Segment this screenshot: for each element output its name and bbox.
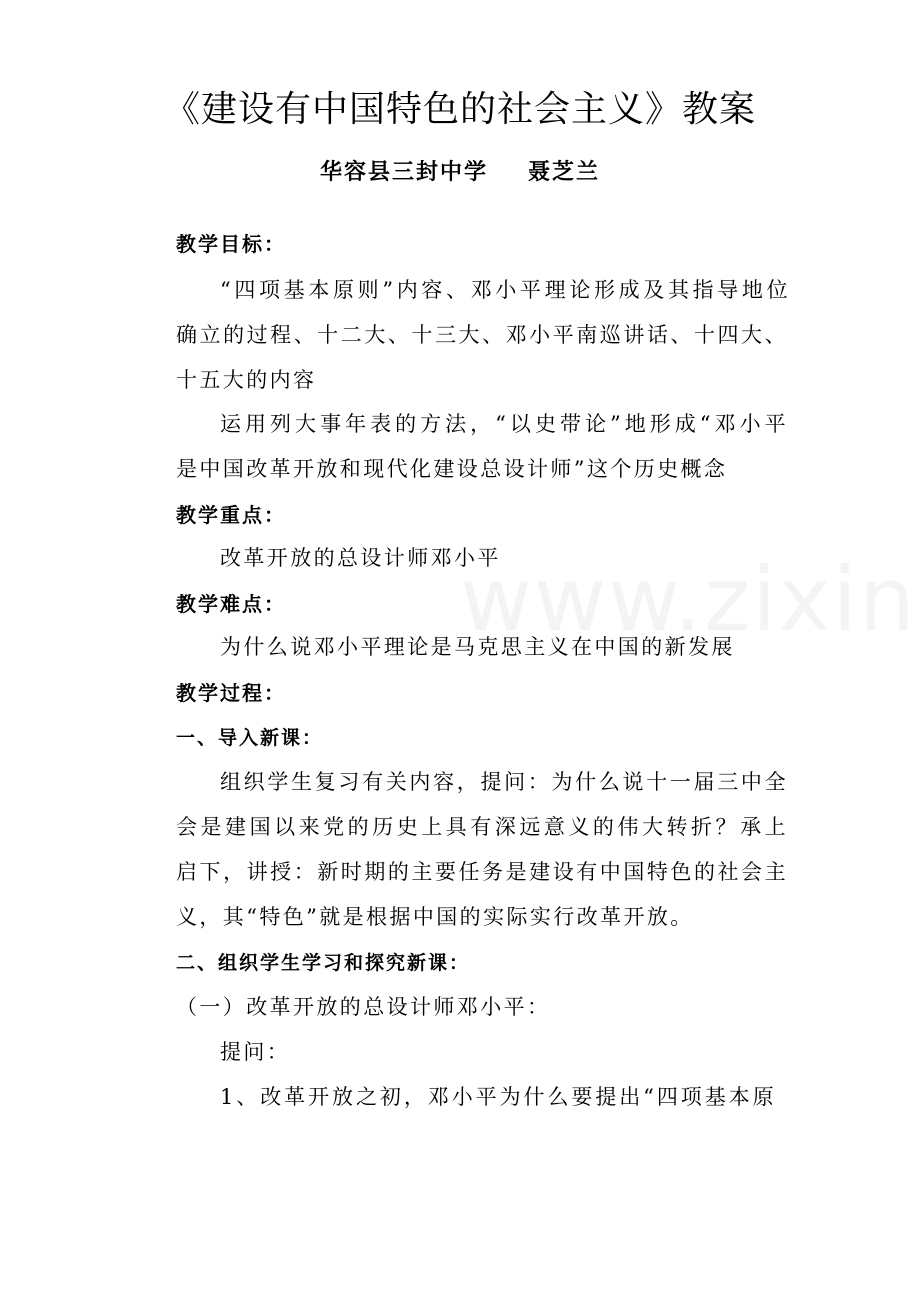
objectives-line-1: “四项基本原则”内容、邓小平理论形成及其指导地位 [220, 278, 790, 302]
heading-difficulty: 教学难点： [176, 592, 286, 616]
author-school: 华容县三封中学 [319, 160, 488, 185]
heading-key-point: 教学重点： [176, 503, 286, 527]
heading-process: 教学过程： [176, 681, 286, 705]
part1-line-3: 启下，讲授：新时期的主要任务是建设有中国特色的社会主 [176, 860, 788, 884]
author-line [0, 155, 920, 191]
part2-ask: 提问： [220, 1040, 291, 1064]
objectives-line-5: 是中国改革开放和现代化建设总设计师”这个历史概念 [176, 457, 728, 481]
key-point-text: 改革开放的总设计师邓小平 [220, 546, 501, 570]
author-name: 聂芝兰 [528, 160, 601, 185]
part2-subheading: （一）改革开放的总设计师邓小平： [176, 995, 551, 1019]
part1-line-4: 义，其“特色”就是根据中国的实际实行改革开放。 [176, 905, 694, 929]
part1-line-1: 组织学生复习有关内容，提问：为什么说十一届三中全 [220, 770, 788, 794]
part2-question-1: 1、改革开放之初，邓小平为什么要提出“四项基本原 [220, 1085, 776, 1109]
objectives-line-4: 运用列大事年表的方法，“以史带论”地形成“邓小平 [220, 412, 788, 436]
objectives-line-3: 十五大的内容 [176, 368, 317, 392]
difficulty-text: 为什么说邓小平理论是马克思主义在中国的新发展 [220, 635, 735, 659]
document-title: 《建设有中国特色的社会主义》教案 [163, 89, 756, 130]
heading-objectives: 教学目标： [176, 232, 286, 256]
part1-line-2: 会是建国以来党的历史上具有深远意义的伟大转折？承上 [176, 815, 788, 839]
heading-part1: 一、导入新课： [176, 727, 324, 749]
heading-part2: 二、组织学生学习和探究新课： [176, 952, 471, 974]
objectives-line-2: 确立的过程、十二大、十三大、邓小平南巡讲话、十四大、 [176, 323, 788, 347]
